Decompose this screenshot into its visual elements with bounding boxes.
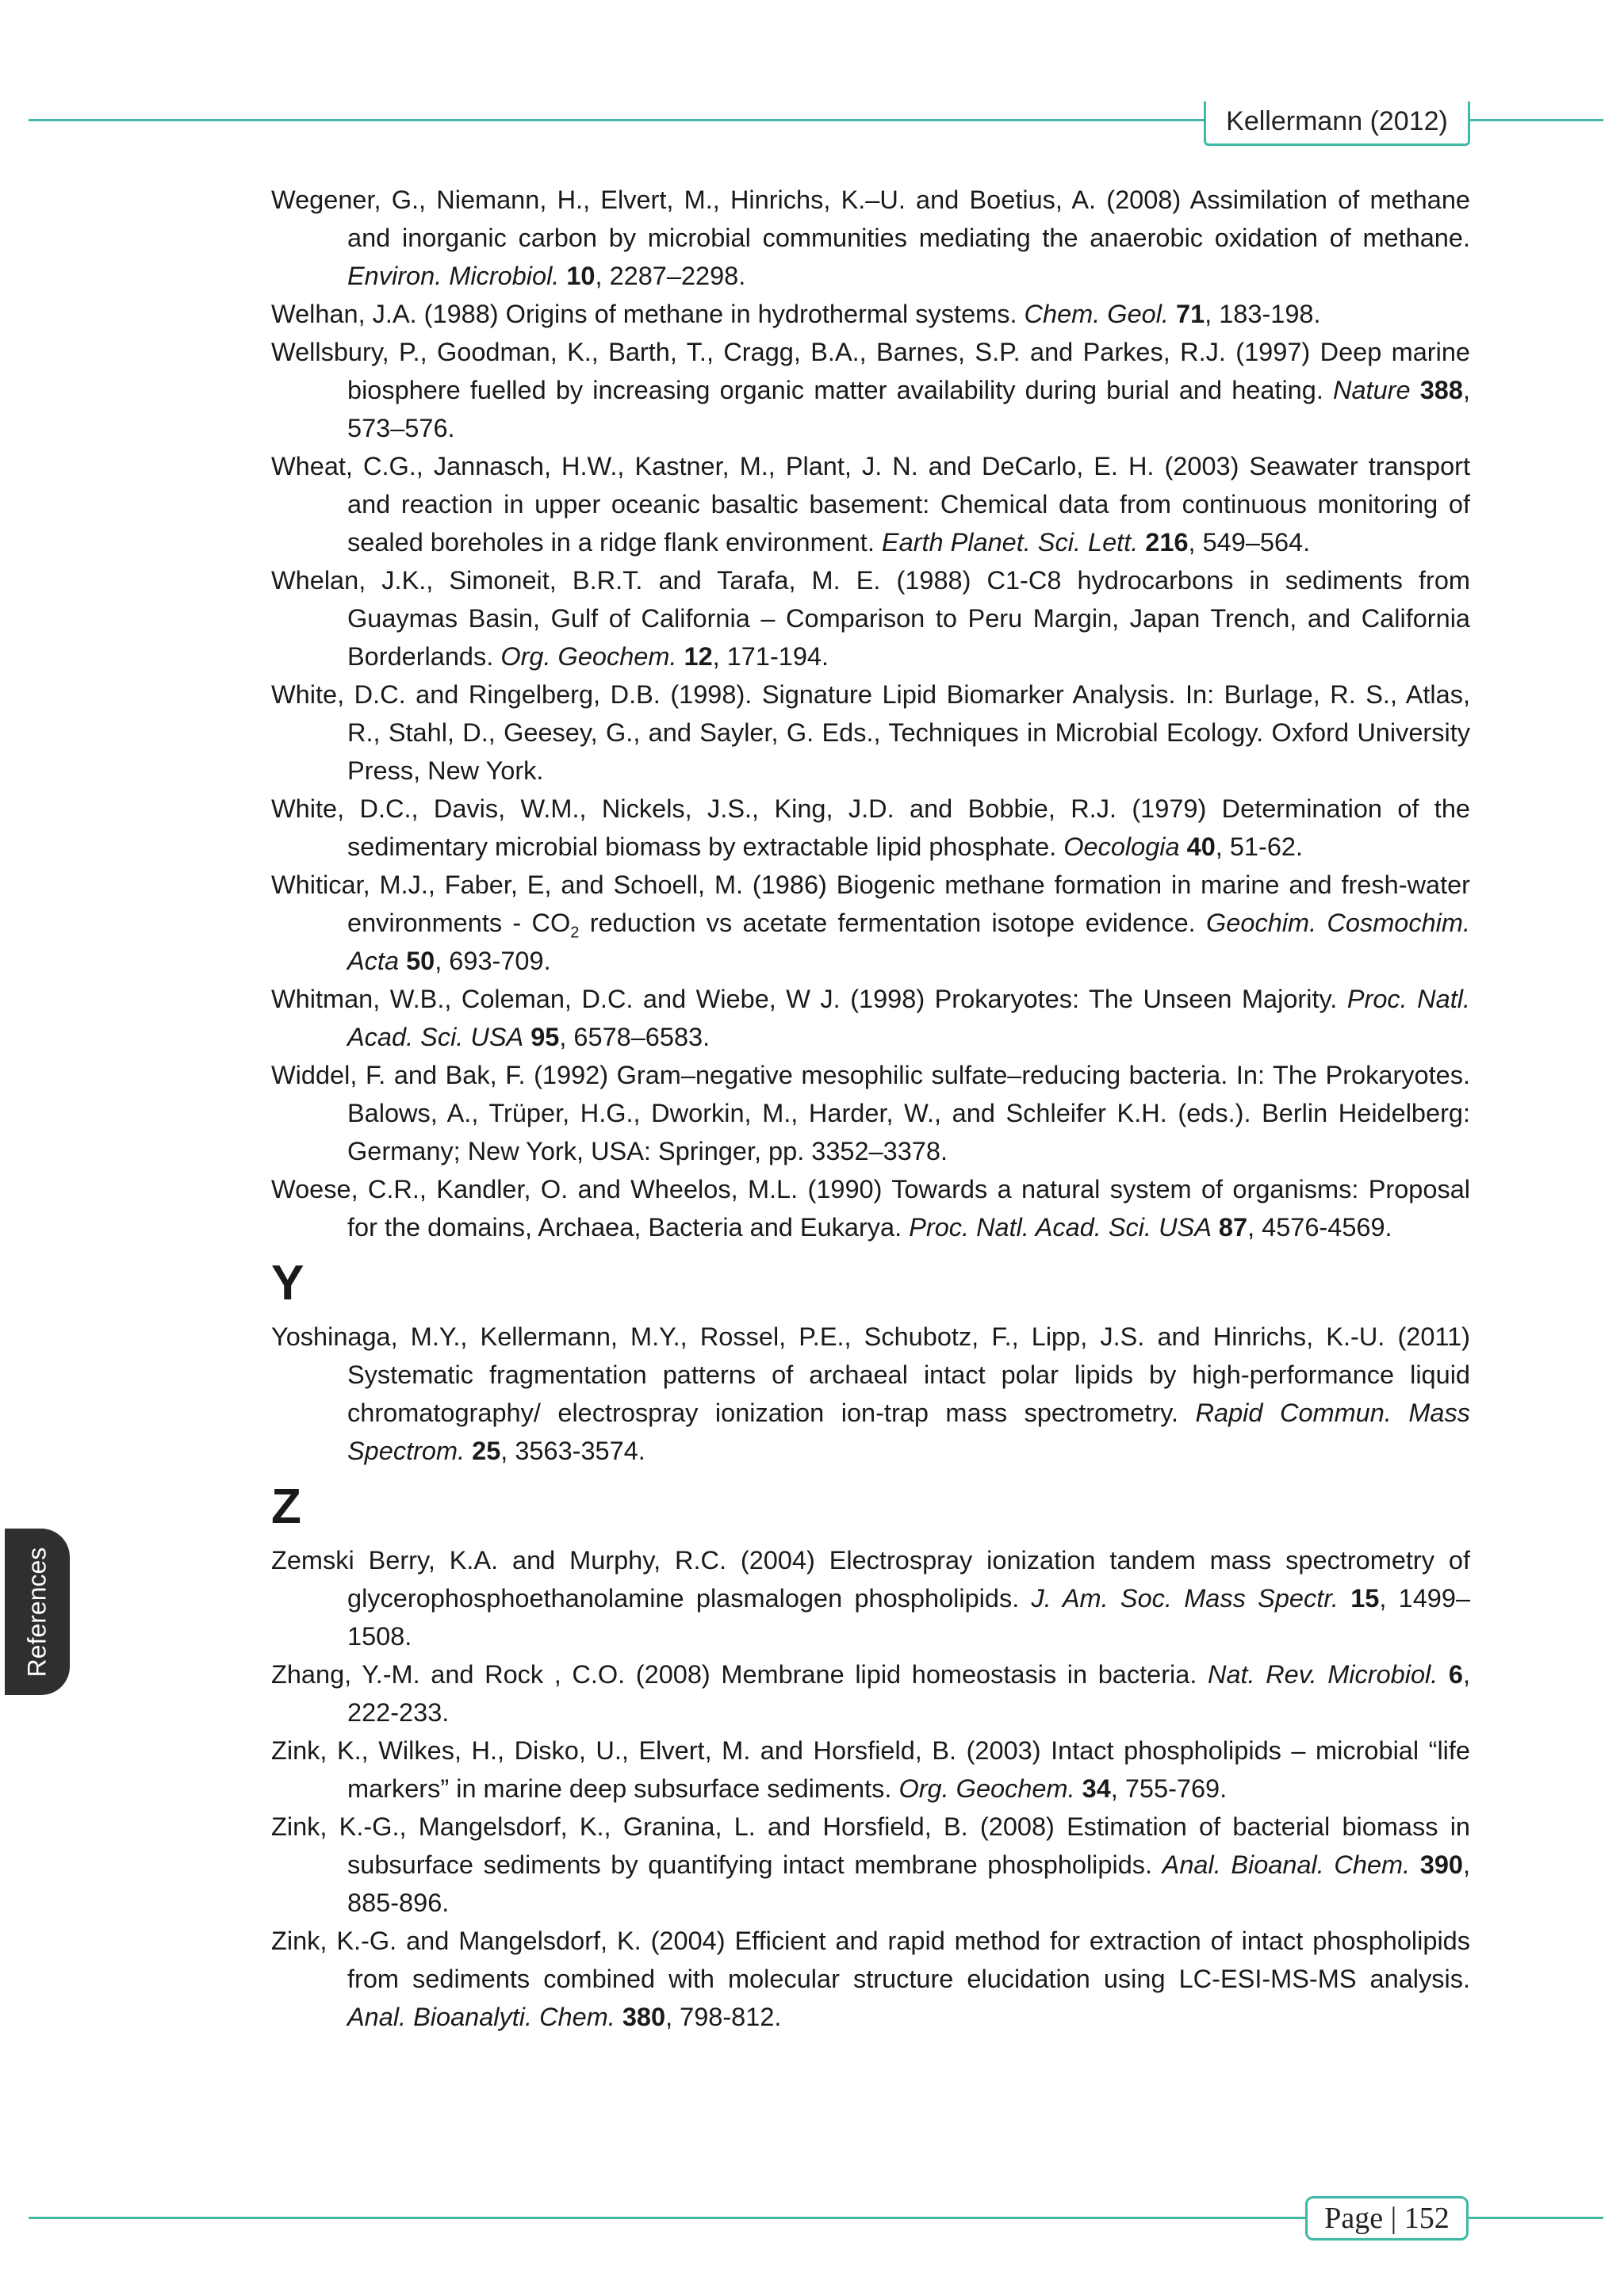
ref-authors: Whiticar, M.J., Faber, E, and Schoell, M. (1986) Biogenic methane formation in marine and fresh-water environments - CO: [271, 871, 1470, 937]
ref-pages: , 798-812.: [665, 2003, 782, 2031]
ref-journal: J. Am. Soc. Mass Spectr.: [1031, 1584, 1339, 1613]
ref-journal: Org. Geochem.: [898, 1774, 1075, 1803]
ref-authors: Yoshinaga, M.Y., Kellermann, M.Y., Rossel, P.E., Schubotz, F., Lipp, J.S. and Hinrichs, K.-U. (2011) Systematic fragmentation patterns of archaeal intact polar lipids by high-performance liquid chromatography/ electrospray ionization ion-trap mass spectrometry.: [271, 1322, 1470, 1427]
ref-authors: White, D.C., Davis, W.M., Nickels, J.S., King, J.D. and Bobbie, R.J. (1979) Determination of the sedimentary microbial biomass by extractable lipid phosphate.: [271, 794, 1470, 861]
header-rule-left: [29, 119, 1205, 121]
ref-journal: Anal. Bioanalyti. Chem.: [347, 2003, 615, 2031]
ref-volume: 390: [1419, 1850, 1463, 1879]
page-number: Page | 152: [1305, 2196, 1469, 2241]
side-tab-label-wrap: [5, 1529, 70, 1695]
section-letter-y: Y: [271, 1256, 304, 1311]
reference-entry: [271, 1808, 1470, 1922]
reference-entry: [271, 1655, 1470, 1732]
ref-pages: , 183-198.: [1205, 300, 1321, 328]
ref-journal: Nat. Rev. Microbiol.: [1207, 1660, 1438, 1689]
ref-pages: , 6578–6583.: [559, 1023, 710, 1051]
reference-entry: [271, 561, 1470, 675]
ref-subscript: 2: [570, 924, 580, 942]
ref-group-y: [271, 1318, 1470, 1470]
ref-volume: 87: [1218, 1213, 1248, 1242]
ref-journal: Rapid Commun. Mass Spectrom.: [347, 1399, 1470, 1465]
ref-volume: 10: [566, 262, 596, 290]
section-letter-z: Z: [271, 1479, 301, 1534]
ref-journal: Org. Geochem.: [500, 642, 677, 671]
ref-authors: Wellsbury, P., Goodman, K., Barth, T., Cragg, B.A., Barnes, S.P. and Parkes, R.J. (1997) Deep marine biosphere fuelled by increasing organic matter availability during burial and heating.: [271, 338, 1470, 404]
reference-entry: [271, 980, 1470, 1056]
reference-entry: [271, 181, 1470, 295]
ref-volume: 6: [1448, 1660, 1463, 1689]
ref-journal: Environ. Microbiol.: [347, 262, 560, 290]
ref-volume: 216: [1145, 528, 1189, 557]
reference-entry: [271, 447, 1470, 561]
ref-pages: , 222-233.: [347, 1660, 1471, 1727]
ref-volume: 388: [1419, 376, 1463, 404]
ref-authors: Zink, K.-G., Mangelsdorf, K., Granina, L. and Horsfield, B. (2008) Estimation of bacterial biomass in subsurface sediments by quantifying intact membrane phospholipids.: [271, 1812, 1470, 1879]
ref-journal: Geochim. Cosmochim. Acta: [347, 909, 1470, 975]
ref-pages: , 573–576.: [347, 376, 1470, 442]
ref-volume: 12: [684, 642, 713, 671]
reference-entry: [271, 1732, 1470, 1808]
ref-authors: Whelan, J.K., Simoneit, B.R.T. and Tarafa, M. E. (1988) C1-C8 hydrocarbons in sediments from Guaymas Basin, Gulf of California – Comparison to Peru Margin, Japan Trench, and California Borderlands.: [271, 566, 1470, 671]
ref-pages: , 4576-4569.: [1247, 1213, 1392, 1242]
ref-journal: Chem. Geol.: [1024, 300, 1169, 328]
reference-list: [271, 181, 1470, 2036]
ref-authors: Zink, K., Wilkes, H., Disko, U., Elvert, M. and Horsfield, B. (2003) Intact phospholipids – microbial “life markers” in marine deep subsurface sediments.: [271, 1736, 1470, 1803]
ref-pages: , 171-194.: [712, 642, 829, 671]
ref-authors: Zemski Berry, K.A. and Murphy, R.C. (2004) Electrospray ionization tandem mass spectrometry of glycerophosphoethanolamine plasmalogen phospholipids.: [271, 1546, 1470, 1613]
reference-entry: [271, 1541, 1470, 1655]
ref-volume: 34: [1082, 1774, 1111, 1803]
running-head: Kellermann (2012): [1226, 105, 1448, 136]
ref-journal: Nature: [1333, 376, 1411, 404]
ref-authors: Whitman, W.B., Coleman, D.C. and Wiebe, W J. (1998) Prokaryotes: The Unseen Majority.: [271, 985, 1347, 1013]
reference-entry: [271, 1318, 1470, 1470]
ref-volume: 71: [1176, 300, 1205, 328]
reference-entry-whiticar: [271, 866, 1470, 980]
ref-authors: Zhang, Y.-M. and Rock , C.O. (2008) Membrane lipid homeostasis in bacteria.: [271, 1660, 1208, 1689]
reference-entry: [271, 1922, 1470, 2036]
ref-pages: , 549–564.: [1188, 528, 1311, 557]
ref-pages: , 2287–2298.: [595, 262, 746, 290]
ref-volume: 380: [622, 2003, 666, 2031]
footer-rule-left: [29, 2217, 1307, 2219]
ref-authors: White, D.C. and Ringelberg, D.B. (1998). Signature Lipid Biomarker Analysis. In: Burlage, R. S., Atlas, R., Stahl, D., Geesey, G., and Sayler, G. Eds., Techniques in Microbial Ecology. Oxford University Press, New York.: [271, 680, 1470, 785]
footer-rule-right: [1467, 2217, 1603, 2219]
ref-journal: Oecologia: [1063, 832, 1180, 861]
ref-journal: Proc. Natl. Acad. Sci. USA: [347, 985, 1470, 1051]
ref-title-tail: reduction vs acetate fermentation isotope evidence.: [579, 909, 1207, 937]
header-rule-right: [1469, 119, 1603, 121]
ref-pages: , 1499–1508.: [347, 1584, 1471, 1651]
ref-authors: Wheat, C.G., Jannasch, H.W., Kastner, M., Plant, J. N. and DeCarlo, E. H. (2003) Seawater transport and reaction in upper oceanic basaltic basement: Chemical data from continuous monitoring of sealed boreholes in a ridge flank environment.: [271, 452, 1470, 557]
ref-authors: Wegener, G., Niemann, H., Elvert, M., Hinrichs, K.–U. and Boetius, A. (2008) Assimilation of methane and inorganic carbon by microbial communities mediating the anaerobic oxidation of methane.: [271, 186, 1470, 252]
ref-journal: Earth Planet. Sci. Lett.: [881, 528, 1139, 557]
ref-pages: , 885-896.: [347, 1850, 1471, 1917]
ref-volume: 15: [1350, 1584, 1380, 1613]
ref-authors: Widdel, F. and Bak, F. (1992) Gram–negative mesophilic sulfate–reducing bacteria. In: The Prokaryotes. Balows, A., Trüper, H.G., Dworkin, M., Harder, W., and Schleifer K.H. (eds.). Berlin Heidelberg: Germany; New York, USA: Springer, pp. 3352–3378.: [271, 1061, 1470, 1165]
ref-pages: , 3563-3574.: [500, 1437, 645, 1465]
ref-volume: 95: [530, 1023, 560, 1051]
ref-volume: 50: [406, 947, 435, 975]
ref-volume: 25: [472, 1437, 501, 1465]
ref-authors: Zink, K.-G. and Mangelsdorf, K. (2004) Efficient and rapid method for extraction of intact phospholipids from sediments combined with molecular structure elucidation using LC-ESI-MS-MS analysis.: [271, 1927, 1470, 1993]
ref-pages: , 693-709.: [435, 947, 551, 975]
reference-entry: [271, 333, 1470, 447]
ref-authors: Woese, C.R., Kandler, O. and Wheelos, M.L. (1990) Towards a natural system of organisms: Proposal for the domains, Archaea, Bacteria and Eukarya.: [271, 1175, 1470, 1242]
reference-entry: [271, 295, 1470, 333]
ref-group-w-part1: [271, 181, 1470, 866]
reference-entry: [271, 790, 1470, 866]
ref-group-w-part2: [271, 980, 1470, 1246]
ref-journal: Anal. Bioanal. Chem.: [1162, 1850, 1411, 1879]
reference-entry: [271, 1056, 1470, 1170]
ref-authors: Welhan, J.A. (1988) Origins of methane in hydrothermal systems.: [271, 300, 1025, 328]
reference-entry: [271, 675, 1470, 790]
ref-journal: Proc. Natl. Acad. Sci. USA: [909, 1213, 1212, 1242]
ref-pages: , 755-769.: [1110, 1774, 1228, 1803]
ref-volume: 40: [1186, 832, 1216, 861]
side-tab-label: References: [22, 1547, 52, 1677]
ref-group-z: [271, 1541, 1470, 2036]
ref-pages: , 51-62.: [1215, 832, 1303, 861]
reference-entry: [271, 1170, 1470, 1246]
